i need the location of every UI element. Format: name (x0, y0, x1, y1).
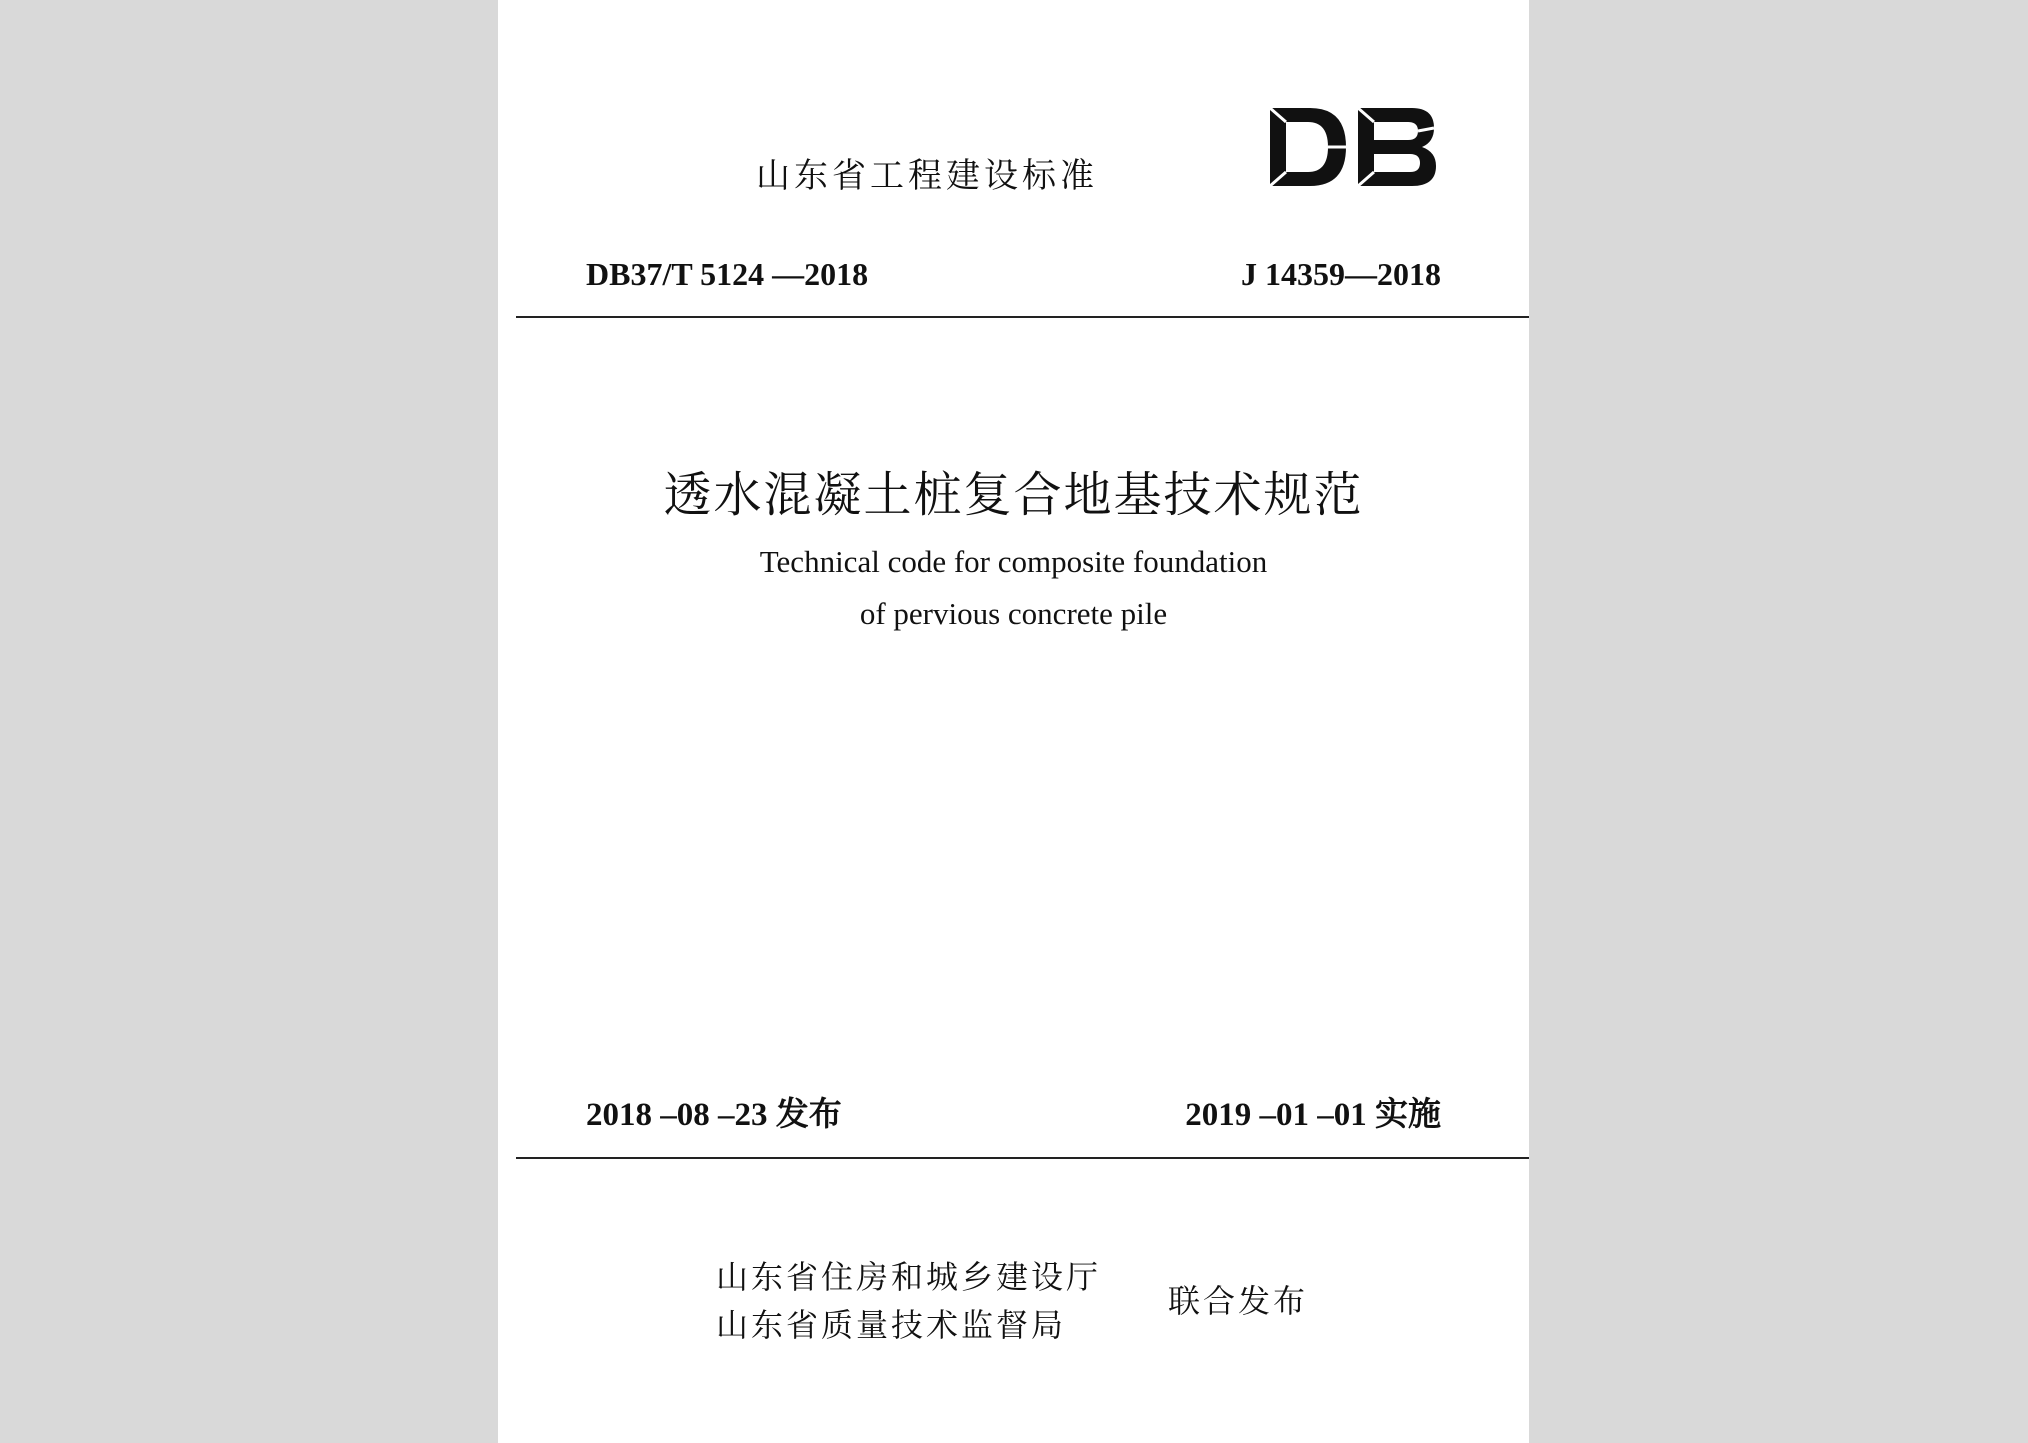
db-logo (1266, 104, 1438, 190)
implement-date: 2019 –01 –01 实施 (1185, 1097, 1441, 1133)
standard-category: 山东省工程建设标准 (756, 156, 1098, 196)
title-english-line2: of pervious concrete pile (859, 596, 1168, 631)
issuer-quality-bureau: 山东省质量技术监督局 (716, 1306, 1067, 1344)
document-page (498, 0, 1529, 1443)
header-divider (516, 316, 1529, 318)
footer-divider (516, 1157, 1529, 1159)
joint-publish-label: 联合发布 (1168, 1282, 1309, 1320)
record-number: J 14359—2018 (1241, 256, 1441, 292)
issuer-housing-dept: 山东省住房和城乡建设厅 (716, 1258, 1102, 1296)
publish-date: 2018 –08 –23 发布 (586, 1097, 842, 1133)
title-english-line1: Technical code for composite foundation (759, 544, 1268, 579)
standard-number: DB37/T 5124 —2018 (586, 256, 869, 292)
title-chinese: 透水混凝土桩复合地基技术规范 (663, 469, 1364, 522)
